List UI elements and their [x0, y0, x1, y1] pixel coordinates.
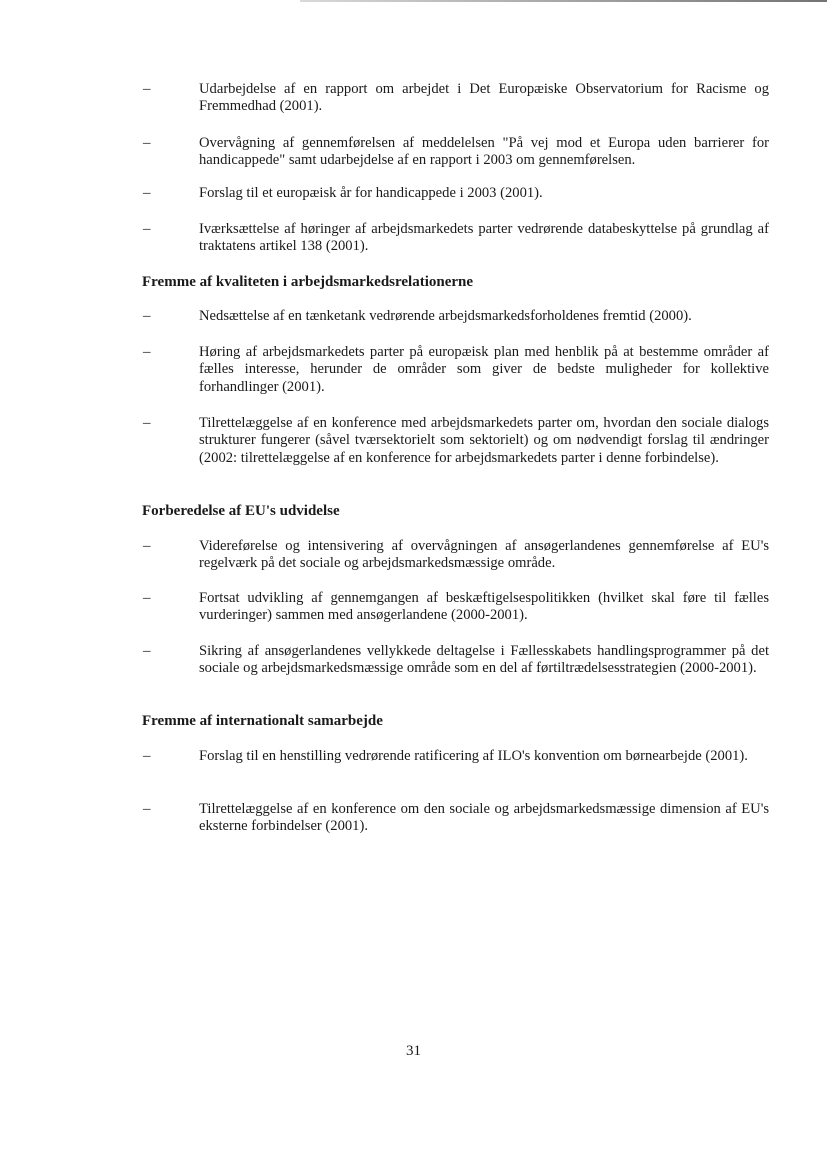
- section-heading: Fremme af internationalt samarbejde: [142, 713, 383, 729]
- list-item-text: Tilrettelæggelse af en konference om den sociale og arbejdsmarkedsmæssige dimension af EU's eksterne forbindelser (2001).: [199, 801, 769, 835]
- page-number: 31: [406, 1043, 421, 1059]
- bullet-dash: –: [143, 221, 151, 237]
- bullet-dash: –: [143, 748, 151, 764]
- bullet-dash: –: [143, 344, 151, 360]
- list-item-text: Høring af arbejdsmarkedets parter på europæisk plan med henblik på at bestemme områder af fælles interesse, herunder de områder som giver de bedste muligheder for kollektive forhandlinger (2001).: [199, 344, 769, 395]
- list-item-text: Sikring af ansøgerlandenes vellykkede deltagelse i Fællesskabets handlingsprogrammer på det sociale og arbejdsmarkedsmæssige område som en del af førtiltrædelsesstrategien (2000-2001).: [199, 643, 769, 677]
- bullet-dash: –: [143, 135, 151, 151]
- bullet-dash: –: [143, 643, 151, 659]
- bullet-dash: –: [143, 415, 151, 431]
- bullet-dash: –: [143, 308, 151, 324]
- list-item-text: Fortsat udvikling af gennemgangen af beskæftigelsespolitikken (hvilket skal føre til fælles vurderinger) sammen med ansøgerlandene (2000-2001).: [199, 590, 769, 624]
- section-heading: Forberedelse af EU's udvidelse: [142, 503, 340, 519]
- bullet-dash: –: [143, 590, 151, 606]
- section-heading: Fremme af kvaliteten i arbejdsmarkedsrelationerne: [142, 274, 474, 290]
- list-item-text: Videreførelse og intensivering af overvågningen af ansøgerlandenes gennemførelse af EU's regelværk på det sociale og arbejdsmarkedsmæssige område.: [199, 538, 769, 572]
- bullet-dash: –: [143, 81, 151, 97]
- bullet-dash: –: [143, 185, 151, 201]
- list-item-text: Iværksættelse af høringer af arbejdsmarkedets parter vedrørende databeskyttelse på grundlag af traktatens artikel 138 (2001).: [199, 221, 769, 255]
- bullet-dash: –: [143, 538, 151, 554]
- list-item-text: Nedsættelse af en tænketank vedrørende arbejdsmarkedsforholdenes fremtid (2000).: [199, 308, 692, 324]
- list-item-text: Forslag til en henstilling vedrørende ratificering af ILO's konvention om børnearbejde (2001).: [199, 748, 748, 764]
- list-item-text: Forslag til et europæisk år for handicappede i 2003 (2001).: [199, 185, 543, 201]
- bullet-dash: –: [143, 801, 151, 817]
- list-item-text: Tilrettelæggelse af en konference med arbejdsmarkedets parter om, hvordan den sociale dialogs strukturer fungerer (såvel tværsektorielt som sektorielt) og om nødvendigt forslag til ændringer (2002: tilrettelæggelse af en konference for arbejdsmarkedets parter i denne forbindelse).: [199, 415, 769, 466]
- list-item-text: Udarbejdelse af en rapport om arbejdet i Det Europæiske Observatorium for Racisme og Fremmedhad (2001).: [199, 81, 769, 115]
- list-item-text: Overvågning af gennemførelsen af meddelelsen "På vej mod et Europa uden barrierer for handicappede" samt udarbejdelse af en rapport i 2003 om gennemførelsen.: [199, 135, 769, 169]
